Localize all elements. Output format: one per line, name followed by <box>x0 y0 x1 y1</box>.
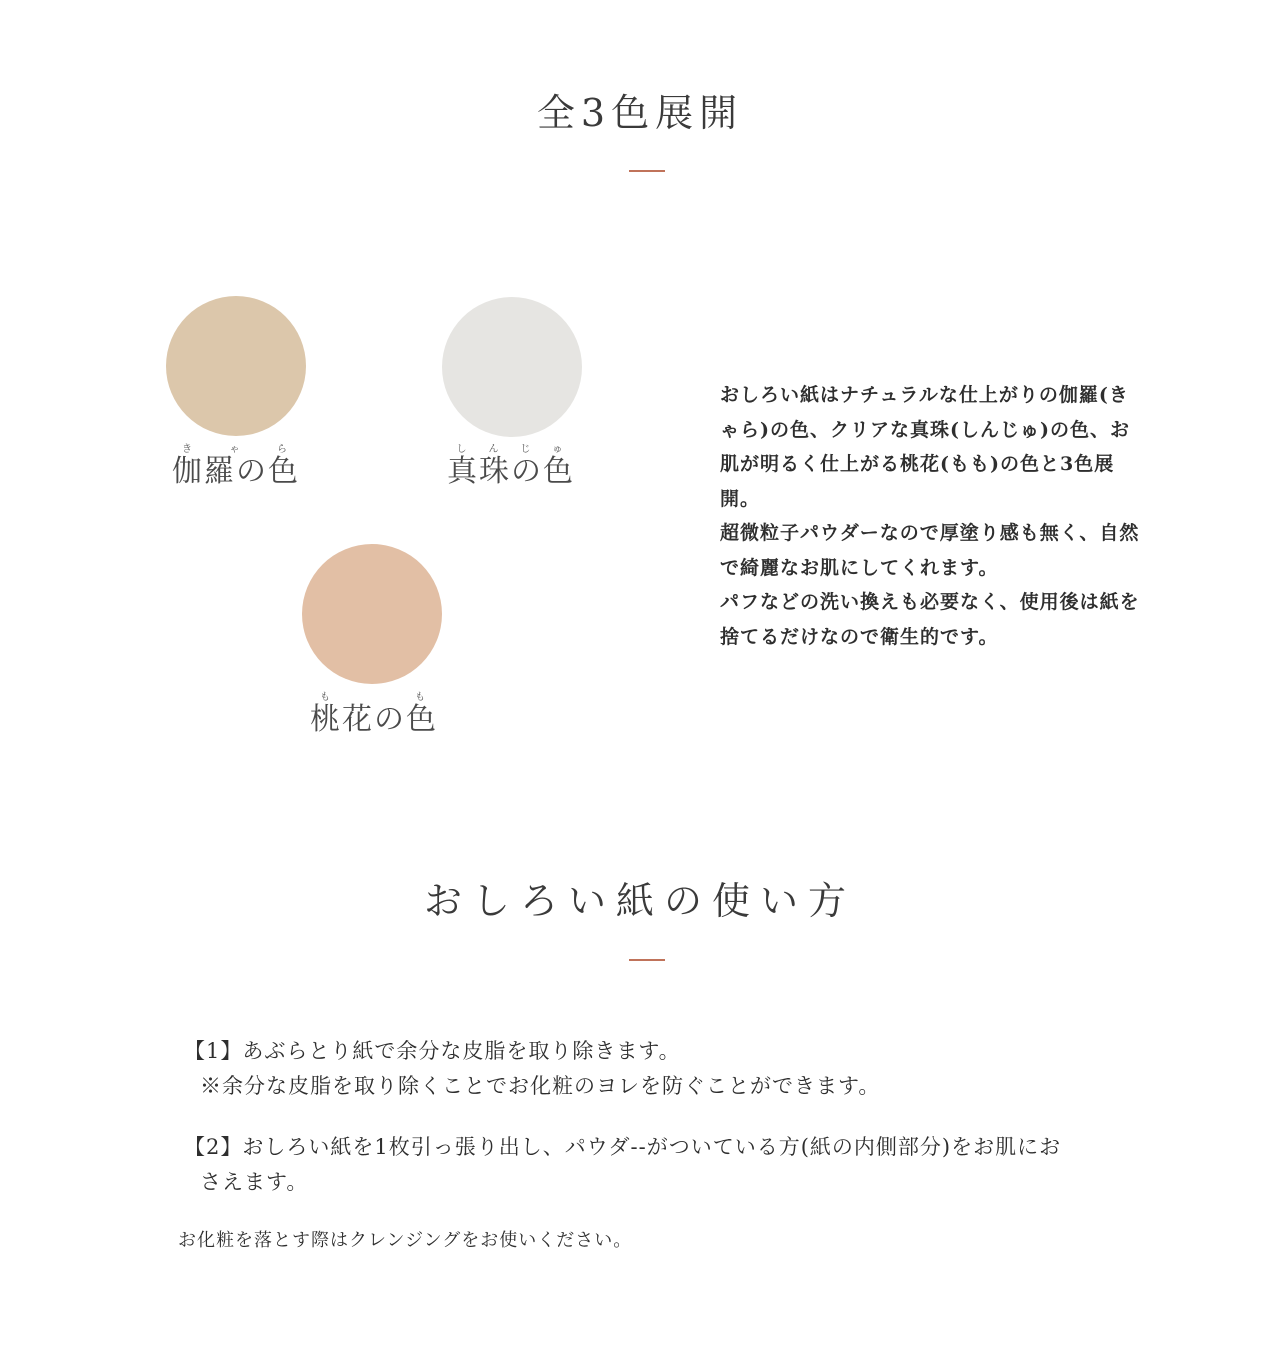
cleansing-note: お化粧を落とす際はクレンジングをお使いください。 <box>178 1230 633 1251</box>
swatch-reading-shinju: しんじゅ <box>447 444 575 455</box>
accent-divider <box>629 170 665 172</box>
description-paragraph: 超微粒子パウダーなので厚塗り感も無く、自然で綺麗なお肌にしてくれます。 <box>720 522 1140 579</box>
swatch-kyara <box>166 296 306 436</box>
description-paragraph: おしろい紙はナチュラルな仕上がりの伽羅(きゃら)の色、クリアな真珠(しんじゅ)の色、お肌が明るく仕上がる桃花(もも)の色と3色展開。 <box>720 384 1130 510</box>
step-text: 【1】あぶらとり紙で余分な皮脂を取り除きます。 <box>184 1039 681 1063</box>
step-text: 【2】おしろい紙を1枚引っ張り出し、パウダ--がついている方(紙の内側部分)をお肌にお <box>184 1135 1062 1159</box>
swatch-label-kyara <box>172 444 300 487</box>
accent-divider <box>629 959 665 961</box>
description-paragraph: パフなどの洗い換えも必要なく、使用後は紙を捨てるだけなので衛生的です。 <box>720 591 1140 648</box>
swatch-shinju <box>442 297 582 437</box>
step-text-continued: さえます。 <box>200 1170 309 1194</box>
swatch-reading-momo: もも <box>310 692 438 703</box>
step-note: ※余分な皮脂を取り除くことでお化粧のヨレを防ぐことができます。 <box>200 1074 881 1098</box>
usage-step-2 <box>184 1130 1114 1200</box>
usage-step-1 <box>184 1034 880 1104</box>
swatch-name-shinju: 真珠の色 <box>447 454 575 489</box>
swatch-name-kyara: 伽羅の色 <box>172 454 300 489</box>
swatch-label-momo <box>310 692 438 735</box>
product-description <box>720 378 1140 654</box>
usage-heading: おしろい紙の使い方 <box>423 879 856 923</box>
swatch-name-momo: 桃花の色 <box>310 702 438 737</box>
swatch-label-shinju <box>447 444 575 487</box>
swatch-momo <box>302 544 442 684</box>
swatch-reading-kyara: きゃら <box>172 444 300 455</box>
colors-heading: 全3色展開 <box>536 91 744 135</box>
